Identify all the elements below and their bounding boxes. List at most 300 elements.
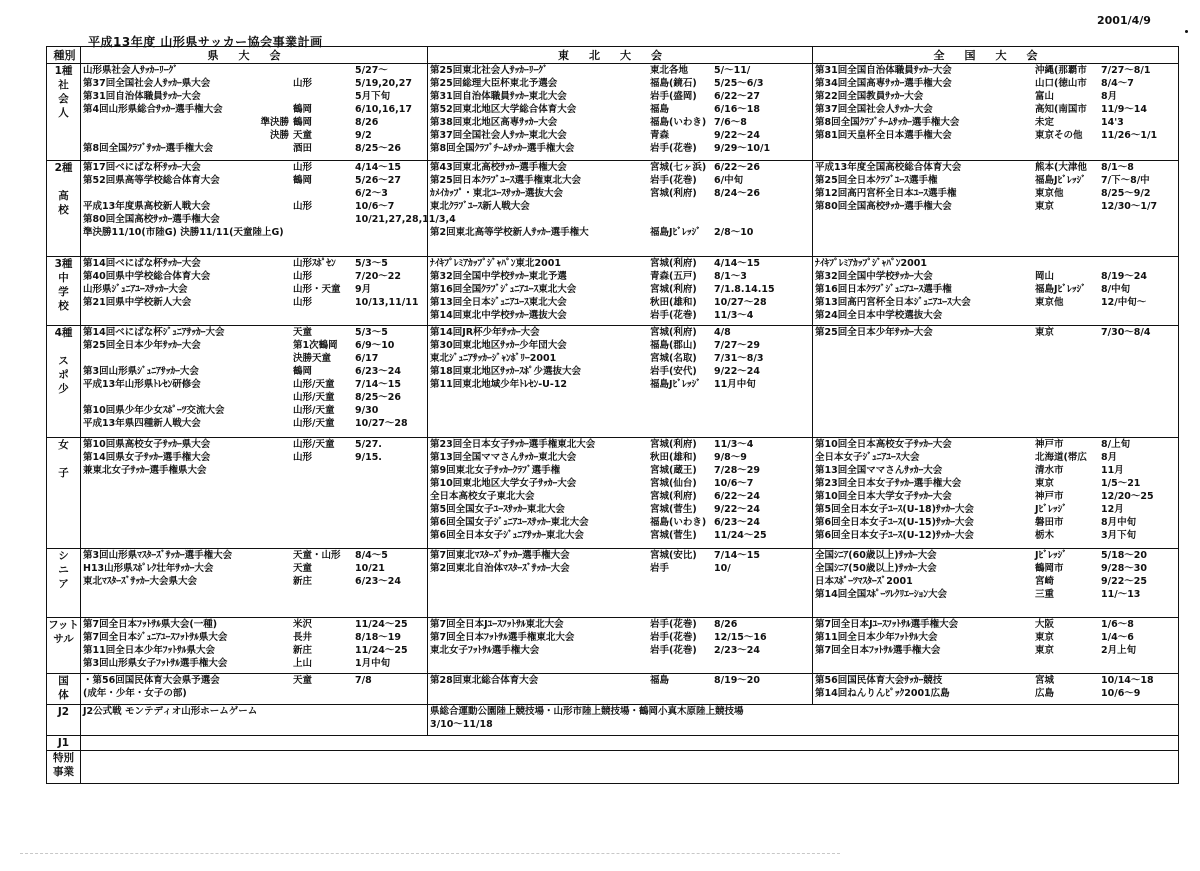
event-venue: 宮城(利府)	[650, 284, 697, 296]
tohoku-cell	[428, 673, 813, 705]
event-date: 7/14〜15	[714, 549, 761, 561]
event-row	[815, 503, 1176, 516]
event-venue: 神戸市	[1035, 438, 1064, 450]
event-date: 7/6〜8	[714, 117, 747, 128]
event-venue: 沖縄(那覇市	[1035, 65, 1087, 76]
tohoku-event-list	[428, 257, 812, 322]
event-row	[83, 657, 425, 670]
event-row	[83, 161, 425, 174]
tohoku-cell	[428, 257, 813, 326]
event-venue: 清水市	[1035, 464, 1064, 476]
event-venue: 未定	[1035, 117, 1055, 128]
event-name: 第7回全日本Jﾕｰｽﾌｯﾄｻﾙ東北大会	[430, 619, 564, 631]
event-row	[430, 378, 810, 391]
event-row	[430, 64, 810, 77]
event-venue: 岩手(花巻)	[650, 645, 697, 657]
event-row	[430, 129, 810, 142]
event-row	[83, 77, 425, 90]
event-date: 9/22〜24	[714, 366, 761, 378]
event-venue: 北海道(帯広	[1035, 451, 1087, 463]
event-date: 1月中旬	[355, 658, 391, 670]
event-name: 第2回東北自治体ﾏｽﾀｰｽﾞｻｯｶｰ大会	[430, 562, 570, 574]
event-name: 第6回全国女子ｼﾞｭﾆｱﾕｰｽｻｯｶｰ東北大会	[430, 516, 589, 528]
event-row	[430, 161, 810, 174]
event-date: 11/26〜1/1	[1101, 130, 1158, 141]
event-venue	[1035, 257, 1101, 270]
event-name	[83, 391, 293, 404]
category-label: 4種 ス ポ 少	[54, 327, 73, 396]
event-row	[815, 257, 1176, 270]
event-name: 第25回東北社会人ｻｯｶｰﾘｰｸﾞ	[430, 65, 548, 76]
event-name: 第7回全日本ｼﾞｭﾆｱﾕｰｽﾌｯﾄｻﾙ県大会	[83, 632, 228, 644]
event-date: 4/8	[714, 327, 731, 339]
event-row	[430, 142, 810, 155]
tohoku-event-list	[428, 549, 812, 575]
event-row	[83, 64, 425, 77]
event-venue: 福島Jﾋﾞﾚｯｼﾞ	[1035, 284, 1087, 296]
event-venue: 宮城(利府)	[650, 258, 697, 270]
event-venue: 三重	[1035, 588, 1055, 600]
event-date: 2/8〜10	[714, 226, 754, 238]
prefectural-cell	[81, 257, 428, 326]
prefectural-event-list	[81, 161, 456, 239]
event-venue: 栃木	[1035, 529, 1055, 541]
event-venue: 東京	[1035, 327, 1055, 339]
event-name: 山形県社会人ｻｯｶｰﾘｰｸﾞ	[83, 65, 179, 76]
event-venue	[650, 200, 714, 213]
event-row	[815, 174, 1176, 187]
header-prefectural: 県大会	[81, 47, 428, 64]
event-venue: 米沢	[293, 619, 313, 631]
event-venue: 山形/天童	[293, 392, 335, 404]
event-name: 山形県ｼﾞｭﾆｱﾕｰｽｻｯｶｰ大会	[83, 284, 188, 296]
event-row	[430, 283, 810, 296]
event-row	[83, 116, 425, 129]
event-venue	[650, 213, 714, 226]
event-row	[430, 549, 810, 562]
event-date: 5/19,20,27	[355, 78, 412, 89]
event-row	[430, 257, 810, 270]
event-row	[430, 296, 810, 309]
event-date: 8/上旬	[1101, 438, 1131, 450]
national-cell	[813, 618, 1179, 674]
tohoku-event-list	[428, 618, 812, 657]
tohoku-cell	[428, 64, 813, 161]
event-row	[815, 270, 1176, 283]
event-name: 第56回国民体育大会ｻｯｶｰ競技	[815, 674, 943, 686]
event-venue: 岩手(花巻)	[650, 310, 697, 322]
event-date: 8/26	[355, 117, 379, 128]
event-date	[1101, 257, 1176, 270]
event-venue: 東京その他	[1035, 130, 1083, 141]
event-name: 第34回全国高専ｻｯｶｰ選手権大会	[815, 78, 952, 89]
event-name: 第11回全日本少年ﾌｯﾄｻﾙ県大会	[83, 645, 215, 657]
event-row	[430, 187, 810, 200]
national-cell	[813, 64, 1179, 161]
event-date: 6/16〜18	[714, 104, 761, 115]
event-name: 第14回べにばな杯ｻｯｶｰ大会	[83, 258, 201, 270]
event-venue: 福島Jﾋﾞﾚｯｼﾞ	[650, 226, 702, 238]
event-row	[815, 674, 1176, 687]
prefectural-event-list	[81, 618, 427, 670]
event-row	[815, 529, 1176, 542]
event-venue: 宮城	[1035, 674, 1055, 686]
event-date: 8/中旬	[1101, 284, 1131, 296]
event-date: 11/3〜4	[714, 310, 754, 322]
event-row	[815, 451, 1176, 464]
event-name: 第13回高円宮杯全日本ｼﾞｭﾆｱﾕｰｽ大会	[815, 297, 971, 309]
event-venue: 福島(いわき)	[650, 117, 707, 128]
event-row	[430, 103, 810, 116]
event-date: 6/中旬	[714, 174, 744, 186]
event-name: 第21回県中学校新人大会	[83, 297, 192, 309]
event-date	[355, 687, 425, 700]
event-date: 9/29〜10/1	[714, 143, 771, 154]
category-label: 3種 中 学 校	[54, 258, 73, 313]
event-date: 5/25〜6/3	[714, 78, 764, 89]
category-label: フット サル	[48, 619, 79, 646]
event-name: 第30回東北地区ｻｯｶｰ少年団大会	[430, 340, 567, 352]
event-venue: 山形	[293, 200, 313, 212]
event-name: 第2回東北高等学校新人ｻｯｶｰ選手権大	[430, 226, 589, 238]
event-date: 8/18〜19	[355, 632, 402, 644]
event-venue: 山形/天童	[293, 379, 335, 391]
event-name: 第40回県中学校総合体育大会	[83, 271, 211, 283]
event-venue	[293, 187, 355, 200]
national-event-list	[813, 549, 1178, 601]
event-name: 第6回全日本女子ｼﾞｭﾆｱｻｯｶｰ東北大会	[430, 529, 584, 541]
national-cell	[813, 673, 1179, 705]
event-venue: 鶴岡	[293, 104, 313, 115]
national-event-list	[813, 64, 1178, 142]
schedule-table	[46, 46, 1179, 784]
event-row	[815, 562, 1176, 575]
event-name: 第8回全国ｸﾗﾌﾞｻｯｶｰ選手権大会	[83, 143, 214, 154]
category-cell	[47, 437, 81, 548]
event-name: 第32回全国中学校ｻｯｶｰ東北予選	[430, 271, 567, 283]
event-date: 6/17	[355, 353, 379, 365]
event-venue: 岩手(安代)	[650, 366, 697, 378]
prefectural-cell	[81, 160, 456, 257]
event-name: 第28回東北総合体育大会	[430, 674, 539, 686]
event-date: 7/下〜8/中	[1101, 174, 1150, 186]
event-row	[83, 226, 425, 239]
event-name: (成年・少年・女子の部)	[83, 687, 187, 699]
j2-period: 3/10〜11/18	[430, 719, 493, 731]
event-date: 6/22〜27	[714, 91, 761, 102]
event-name: 第16回全国ｸﾗﾌﾞｼﾞｭﾆｱﾕｰｽ東北大会	[430, 284, 577, 296]
event-venue: 山形	[293, 161, 313, 173]
event-name: 第25回日本ｸﾗﾌﾞﾕｰｽ選手権東北大会	[430, 174, 581, 186]
event-venue: 岩手	[650, 562, 670, 574]
event-row	[815, 283, 1176, 296]
category-label: 女 子	[58, 438, 69, 479]
event-name: 第52回県高等学校総合体育大会	[83, 174, 220, 186]
event-venue: 福島	[650, 104, 670, 115]
event-row	[430, 270, 810, 283]
event-date: 9月	[355, 284, 372, 296]
event-name: 第7回全日本ﾌｯﾄｻﾙ選手権大会	[815, 645, 941, 657]
event-name: 東北ｼﾞｭﾆｱｻｯｶｰｼﾞｬﾝﾎﾞﾘｰ2001	[430, 353, 557, 365]
event-venue: 天童	[293, 327, 313, 339]
event-date: 7/20〜22	[355, 271, 402, 283]
scan-artifact-line	[20, 853, 840, 854]
national-event-list	[813, 438, 1178, 542]
event-row	[83, 687, 425, 700]
prefectural-cell	[81, 618, 428, 674]
event-venue: 岩手(花巻)	[650, 143, 697, 154]
event-venue: 鶴岡市	[1035, 562, 1064, 574]
j1-cell	[81, 735, 1179, 751]
event-row	[430, 631, 810, 644]
category-cell	[47, 673, 81, 705]
event-venue: 宮城(利府)	[650, 438, 697, 450]
event-row	[430, 352, 810, 365]
event-name: 第7回全日本ﾌｯﾄｻﾙ選手権東北大会	[430, 632, 575, 644]
event-row	[815, 631, 1176, 644]
event-date: 14'3	[1101, 117, 1124, 128]
national-cell	[813, 437, 1179, 548]
event-row	[815, 549, 1176, 562]
event-date: 7/8	[355, 674, 372, 686]
event-row	[83, 296, 425, 309]
event-venue: 岩手(花巻)	[650, 632, 697, 644]
scan-dot	[1185, 30, 1188, 33]
special-cell	[81, 751, 1179, 784]
event-name: 第31回自治体職員ｻｯｶｰ大会	[83, 91, 201, 102]
document-date: 2001/4/9	[1097, 14, 1151, 27]
event-date: 5/〜11/	[714, 65, 751, 76]
event-venue: 鶴岡	[293, 366, 313, 378]
event-venue: 新庄	[293, 645, 313, 657]
event-row	[83, 283, 425, 296]
event-venue	[293, 226, 355, 239]
prefectural-event-list	[81, 549, 427, 588]
event-date: 11月	[1101, 464, 1124, 476]
prefectural-cell	[81, 437, 428, 548]
event-row	[815, 200, 1176, 213]
national-event-list	[813, 674, 1178, 700]
event-row	[83, 451, 425, 464]
event-date: 8/25〜26	[355, 392, 402, 404]
event-venue: 福島Jﾋﾞﾚｯｼﾞ	[1035, 174, 1087, 186]
event-venue: 天童	[293, 130, 313, 141]
category-cell	[47, 326, 81, 437]
event-name: 平成13年山形県ﾄﾚｾﾝ研修会	[83, 379, 201, 391]
prefectural-cell	[81, 326, 428, 437]
event-date	[355, 464, 425, 477]
event-date: 8/26	[714, 619, 738, 631]
event-date: 5/27〜	[355, 65, 388, 76]
event-date: 12/30〜1/7	[1101, 200, 1158, 212]
event-venue: 青森(五戸)	[650, 271, 697, 283]
event-name: 第7回全日本Jﾕｰｽﾌｯﾄｻﾙ選手権大会	[815, 619, 959, 631]
event-date: 8/19〜24	[1101, 271, 1148, 283]
event-date: 9/22〜24	[714, 130, 761, 141]
event-venue: 宮城(仙台)	[650, 477, 697, 489]
header-national: 全国大会	[813, 47, 1179, 64]
event-row	[83, 90, 425, 103]
event-venue: 東京	[1035, 632, 1055, 644]
event-date: 1/4〜6	[1101, 632, 1134, 644]
header-type: 種別	[47, 47, 81, 64]
event-venue: 酒田	[293, 143, 313, 154]
event-row	[815, 687, 1176, 700]
event-row	[430, 562, 810, 575]
document-title: 平成13年度 山形県サッカー協会事業計画	[88, 35, 323, 49]
event-date: 8月	[1101, 91, 1118, 102]
event-name: 全日本高校女子東北大会	[430, 490, 535, 502]
event-name: 東北女子ﾌｯﾄｻﾙ選手権大会	[430, 645, 540, 657]
event-row	[815, 644, 1176, 657]
event-date: 2月上旬	[1101, 645, 1137, 657]
event-name: 第14回東北中学校ｻｯｶｰ選抜大会	[430, 310, 567, 322]
event-venue: 熊本(大津他	[1035, 161, 1087, 173]
event-name: 準決勝	[260, 117, 289, 128]
event-date: 8月	[1101, 451, 1118, 463]
prefectural-event-list	[81, 64, 427, 155]
event-venue: 山形/天童	[293, 438, 335, 450]
event-name: 第3回山形県女子ﾌｯﾄｻﾙ選手権大会	[83, 658, 228, 670]
event-name: 第81回天皇杯全日本選手権大会	[815, 130, 952, 141]
event-row	[815, 116, 1176, 129]
event-name: 第43回東北高校ｻｯｶｰ選手権大会	[430, 161, 567, 173]
section-row	[47, 257, 1179, 326]
event-row	[83, 417, 425, 430]
national-event-list	[813, 257, 1178, 322]
event-venue: 山形	[293, 78, 313, 89]
event-date: 5/3〜5	[355, 327, 388, 339]
event-row	[83, 200, 425, 213]
event-row	[815, 77, 1176, 90]
prefectural-cell	[81, 673, 428, 705]
event-date: 5/26〜27	[355, 174, 402, 186]
prefectural-event-list	[81, 257, 427, 309]
special-row	[47, 751, 1179, 784]
event-venue: 宮城(七ヶ浜)	[650, 161, 707, 173]
event-row	[83, 674, 425, 687]
event-name: 第4回山形県総合ｻｯｶｰ選手権大会	[83, 104, 223, 115]
event-row	[430, 674, 810, 687]
event-date: 6/10,16,17	[355, 104, 412, 115]
event-row	[430, 213, 810, 226]
event-row	[83, 103, 425, 116]
event-name: 第25回全日本少年ｻｯｶｰ大会	[815, 327, 933, 339]
event-date: 6/22〜24	[714, 490, 761, 502]
event-date: 9/30	[355, 405, 379, 417]
event-row	[83, 270, 425, 283]
tohoku-cell	[428, 437, 813, 548]
event-venue: 第1次鶴岡	[293, 340, 338, 352]
event-venue: 東京	[1035, 645, 1055, 657]
event-row	[430, 516, 810, 529]
event-name: 第9回東北女子ｻｯｶｰｸﾗﾌﾞ選手権	[430, 464, 561, 476]
event-date: 8/4〜5	[355, 549, 388, 561]
event-date: 1/5〜21	[1101, 477, 1141, 489]
event-row	[815, 64, 1176, 77]
event-name: 決勝	[269, 130, 289, 141]
event-name: 第10回全日本高校女子ｻｯｶｰ大会	[815, 438, 952, 450]
event-venue: 決勝天童	[293, 353, 332, 365]
event-row	[430, 618, 810, 631]
event-venue: 山形・天童	[293, 284, 341, 296]
event-date: 11/〜13	[1101, 588, 1141, 600]
event-row	[430, 490, 810, 503]
tohoku-event-list	[428, 438, 812, 542]
event-venue: 福島(いわき)	[650, 516, 707, 528]
event-name: 第37回全国社会人ｻｯｶｰ大会	[815, 104, 933, 115]
national-cell	[813, 160, 1179, 257]
header-tohoku: 東北大会	[428, 47, 813, 64]
event-name: 第7回東北ﾏｽﾀｰｽﾞｻｯｶｰ選手権大会	[430, 549, 570, 561]
event-date: 12月	[1101, 503, 1124, 515]
event-date: 8/24〜26	[714, 187, 761, 199]
tohoku-cell	[428, 160, 813, 257]
category-cell	[47, 160, 81, 257]
event-row	[815, 129, 1176, 142]
event-name: 第10回県高校女子ｻｯｶｰ県大会	[83, 438, 211, 450]
event-name: 第13回全国ママさんｻｯｶｰ大会	[815, 464, 943, 476]
event-date: 9/2	[355, 130, 372, 141]
event-date: 1/6〜8	[1101, 619, 1134, 631]
event-row	[83, 391, 425, 404]
event-row	[430, 529, 810, 542]
j2-venue-cell	[428, 705, 1179, 735]
event-name: 第5回全日本女子ﾕｰｽ(U-18)ｻｯｶｰ大会	[815, 503, 974, 515]
event-name: 平成13年県四種新人戦大会	[83, 418, 201, 430]
event-date: 6/9〜10	[355, 340, 395, 352]
event-venue: 山形/天童	[293, 418, 335, 430]
tohoku-cell	[428, 548, 813, 617]
event-date: 11/24〜25	[355, 619, 408, 631]
event-name: 兼東北女子ｻｯｶｰ選手権県大会	[83, 464, 207, 476]
event-row	[83, 142, 425, 155]
event-venue: 山形	[293, 271, 313, 283]
event-venue: 鶴岡	[293, 117, 313, 128]
event-date	[714, 213, 810, 226]
event-date	[714, 200, 810, 213]
national-event-list	[813, 326, 1178, 339]
event-row	[430, 339, 810, 352]
event-date: 11/3〜4	[714, 438, 754, 450]
section-row	[47, 160, 1179, 257]
event-row	[430, 438, 810, 451]
event-venue: 宮城(利府)	[650, 490, 697, 502]
event-venue: 神戸市	[1035, 490, 1064, 502]
event-venue: 宮城(名取)	[650, 353, 697, 365]
prefectural-event-list	[81, 326, 427, 430]
event-name: 全国ｼﾆｱ(60歳以上)ｻｯｶｰ大会	[815, 549, 937, 561]
event-row	[815, 326, 1176, 339]
national-cell	[813, 257, 1179, 326]
event-date: 10/27〜28	[714, 297, 767, 309]
event-venue: 秋田(雄和)	[650, 451, 697, 463]
national-cell	[813, 548, 1179, 617]
event-row	[430, 226, 810, 239]
event-name: 第11回全日本少年ﾌｯﾄｻﾙ大会	[815, 632, 938, 644]
event-name: 全日本女子ｼﾞｭﾆｱﾕｰｽ大会	[815, 451, 920, 463]
tohoku-event-list	[428, 674, 812, 687]
event-row	[83, 326, 425, 339]
event-row	[430, 326, 810, 339]
event-name: 全国ｼﾆｱ(50歳以上)ｻｯｶｰ大会	[815, 562, 937, 574]
event-name: H13山形県ｽﾎﾟﾚｸ壮年ｻｯｶｰ大会	[83, 562, 214, 574]
event-row	[83, 631, 425, 644]
event-row	[83, 562, 425, 575]
event-name: 東北ﾏｽﾀｰｽﾞｻｯｶｰ大会県大会	[83, 575, 198, 587]
event-venue: 岩手(花巻)	[650, 174, 697, 186]
event-venue: 宮城(菅生)	[650, 529, 697, 541]
